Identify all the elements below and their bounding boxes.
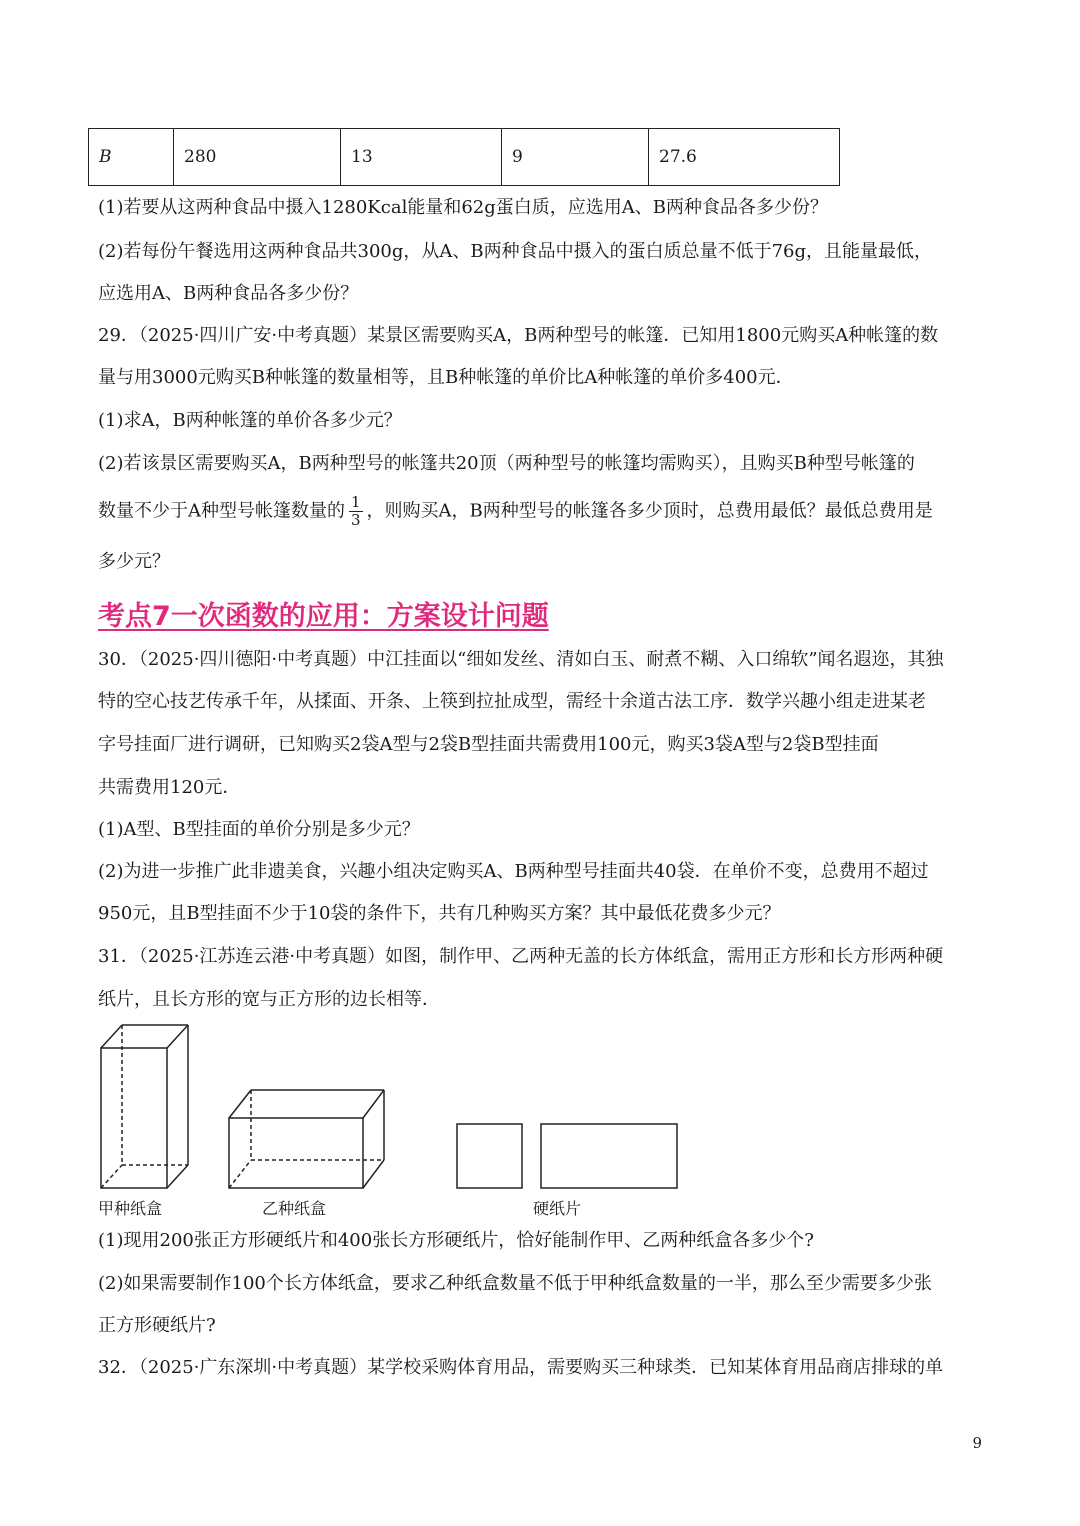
- food-table: [88, 128, 840, 186]
- q30-stem-line3: 字号挂面厂进行调研，已知购买2袋A型与2袋B型挂面共需费用100元，购买3袋A型与2袋B型挂面: [98, 734, 879, 755]
- q31-stem-line1: 31．（2025·江苏连云港·中考真题）如图，制作甲、乙两种无盖的长方体纸盒，需用正方形和长方形两种硬: [98, 946, 944, 967]
- q28-part1: (1)若要从这两种食品中摄入1280Kcal能量和62g蛋白质，应选用A、B两种食品各多少份？: [98, 197, 828, 218]
- table-cell: 9: [502, 129, 649, 186]
- q29-part2-line1: (2)若该景区需要购买A，B两种型号的帐篷共20顶（两种型号的帐篷均需购买），且购买B种型号帐篷的: [98, 453, 915, 474]
- q28-part2-line1: (2)若每份午餐选用这两种食品共300g，从A、B两种食品中摄入的蛋白质总量不低于76g，且能量最低，: [98, 241, 933, 262]
- q32-stem-line1: 32．（2025·广东深圳·中考真题）某学校采购体育用品，需要购买三种球类．已知某体育用品商店排球的单: [98, 1357, 944, 1378]
- table-cell: 13: [341, 129, 502, 186]
- q30-part2-line2: 950元，且B型挂面不少于10袋的条件下，共有几种购买方案？其中最低花费多少元？: [98, 903, 781, 924]
- rectangle-card: [541, 1124, 677, 1188]
- q30-stem-line1: 30．（2025·四川德阳·中考真题）中江挂面以“细如发丝、清如白玉、耐煮不糊、入口绵软”闻名遐迩，其独: [98, 649, 944, 670]
- q30-part1: (1)A型、B型挂面的单价分别是多少元？: [98, 819, 420, 840]
- q30-stem-line2: 特的空心技艺传承千年，从揉面、开条、上筷到拉扯成型，需经十余道古法工序．数学兴趣小组走进某老: [98, 691, 926, 712]
- fraction-numerator: 1: [351, 493, 361, 511]
- q29-stem-line1: 29．（2025·四川广安·中考真题）某景区需要购买A，B两种型号的帐篷．已知用1800元购买A种帐篷的数: [98, 325, 939, 346]
- page-number: 9: [972, 1434, 982, 1452]
- table-cell: B: [89, 129, 174, 186]
- q30-stem-line4: 共需费用120元．: [98, 777, 241, 798]
- fraction-one-third: [349, 494, 363, 529]
- q29-text-before-fraction: 数量不少于A种型号帐篷数量的: [98, 500, 345, 522]
- table-cell: 280: [174, 129, 341, 186]
- q31-part2-line2: 正方形硬纸片?: [98, 1315, 216, 1336]
- caption-box-a: 甲种纸盒: [98, 1199, 163, 1218]
- square-card: [457, 1124, 522, 1188]
- caption-cards: 硬纸片: [533, 1199, 582, 1218]
- q31-part1: (1)现用200张正方形硬纸片和400张长方形硬纸片，恰好能制作甲、乙两种纸盒各多少个?: [98, 1230, 814, 1251]
- q28-part2-line2: 应选用A、B两种食品各多少份？: [98, 283, 359, 304]
- q29-part2-line3: 多少元？: [98, 551, 170, 572]
- section-heading: 考点7一次函数的应用：方案设计问题: [98, 601, 549, 632]
- caption-box-b: 乙种纸盒: [262, 1199, 327, 1218]
- q29-stem-line2: 量与用3000元购买B种帐篷的数量相等，且B种帐篷的单价比A种帐篷的单价多400元．: [98, 367, 794, 388]
- fraction-denominator: 3: [351, 511, 361, 529]
- box-b-drawing: [229, 1090, 384, 1188]
- box-a-drawing: [101, 1025, 188, 1188]
- q29-part1: (1)求A，B两种帐篷的单价各多少元？: [98, 410, 402, 431]
- q31-part2-line1: (2)如果需要制作100个长方体纸盒，要求乙种纸盒数量不低于甲种纸盒数量的一半，那么至少需要多少张: [98, 1273, 932, 1294]
- q31-stem-line2: 纸片，且长方形的宽与正方形的边长相等．: [98, 989, 440, 1010]
- q29-text-after-fraction: ，则购买A，B两种型号的帐篷各多少顶时，总费用最低？最低总费用是: [366, 500, 933, 522]
- q30-part2-line1: (2)为进一步推广此非遗美食，兴趣小组决定购买A、B两种型号挂面共40袋．在单价不变，总费用不超过: [98, 861, 929, 882]
- table-cell: 27.6: [649, 129, 840, 186]
- q29-part2-line2: [98, 494, 933, 529]
- table-row: [89, 129, 840, 186]
